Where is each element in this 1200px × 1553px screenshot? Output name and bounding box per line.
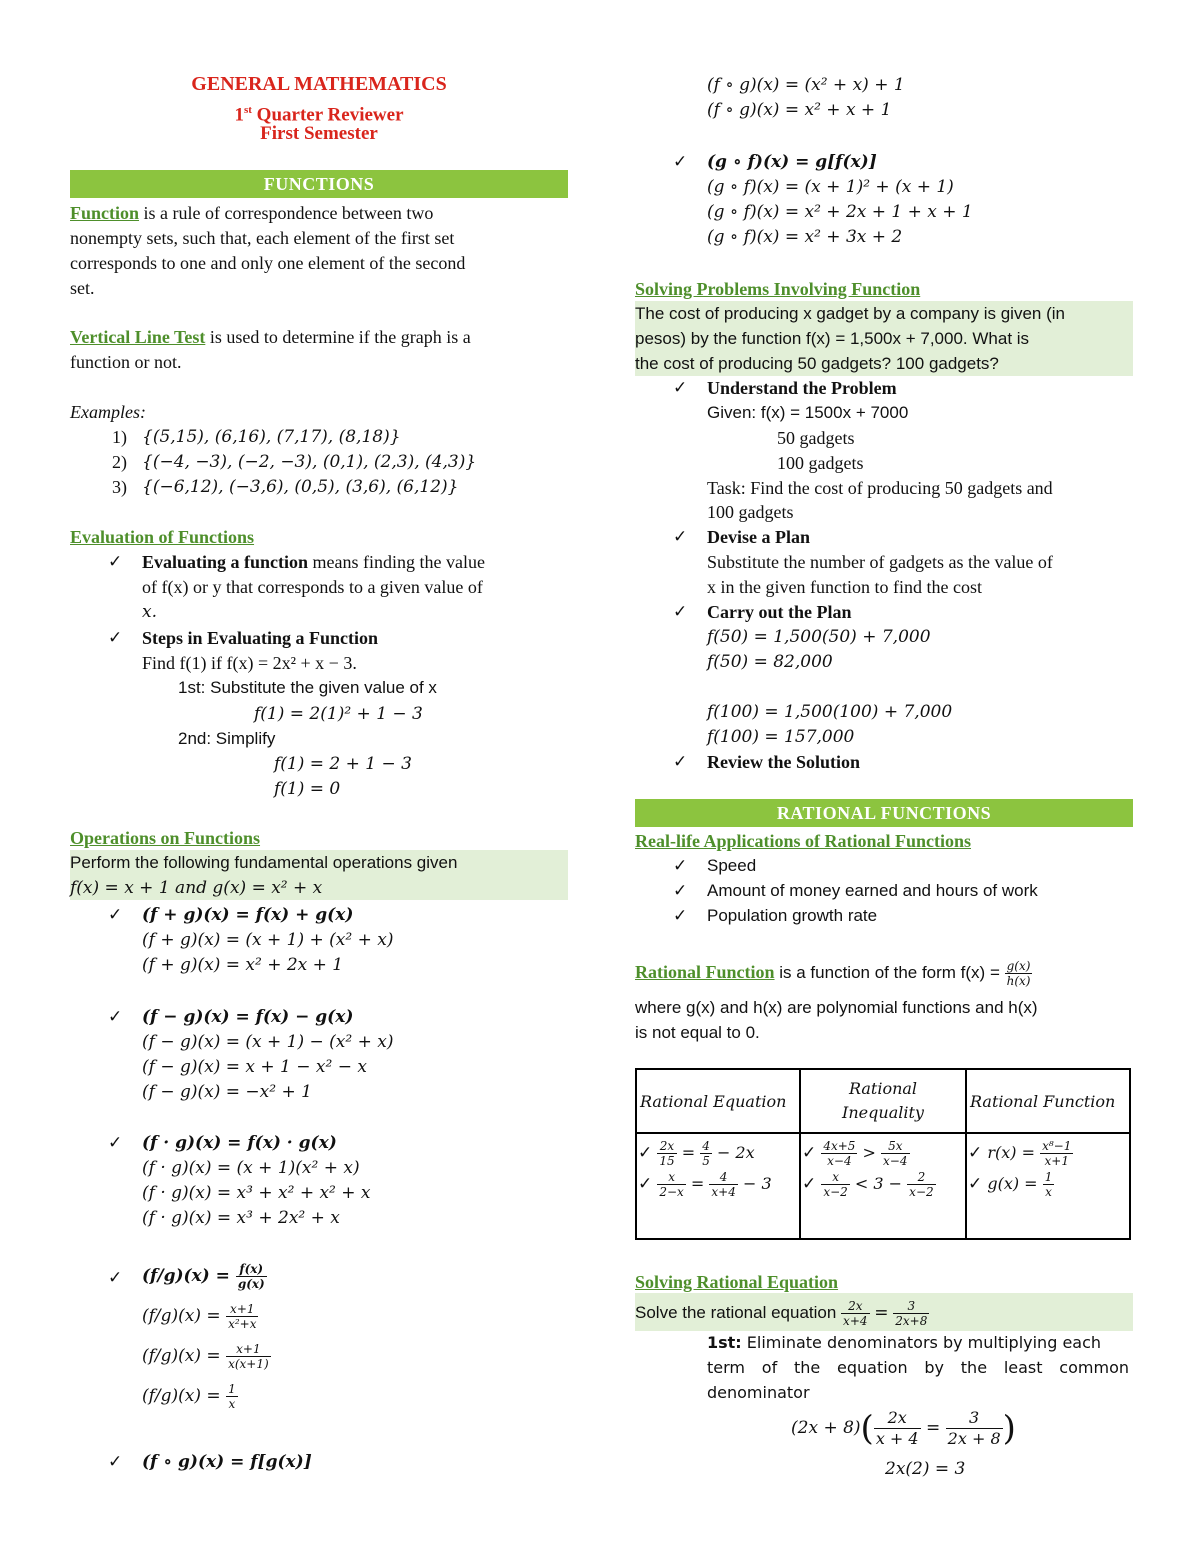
check-icon: ✓ [108,1268,123,1288]
check-icon: ✓ [968,1143,983,1162]
evaluation-step2-eq: f(1) = 0 [274,779,341,799]
evaluation-step1-eq: f(1) = 2(1)² + 1 − 3 [254,704,423,724]
check-icon: ✓ [108,628,123,648]
comp-gf-eq: (g ∘ f)(x) = g[f(x)] [707,152,877,172]
example-set: {(−4, −3), (−2, −3), (0,1), (2,3), (4,3)} [142,452,477,472]
examples-label: Examples: [70,402,146,422]
quot-eq: (f/g)(x) = $\frac{x+1}{x(x+1)}$ [142,1342,269,1371]
operations-given-line2: f(x) = x + 1 and g(x) = x² + x [70,878,323,898]
check-icon: ✓ [673,527,688,547]
app-item: Amount of money earned and hours of work [707,881,1038,900]
solving-result: 2x(2) = 3 [885,1459,966,1479]
step-carry: Carry out the Plan [707,602,852,622]
check-icon: ✓ [802,1143,817,1162]
table-cell-equations: ✓ $\frac{2x}{15}$ = $\frac{4}{5}$ − 2x ✓ $\frac{x}{2-x}$ = $\frac{4}{x+4}$ − 3 [636,1133,800,1239]
example-num: 1) [112,427,127,447]
vertical-line-test: Vertical Line Test is used to determine if the graph is a [70,327,471,347]
evaluation-b2: Steps in Evaluating a Function [142,628,379,648]
check-icon: ✓ [108,905,123,925]
prod-eq: (f · g)(x) = x³ + 2x² + x [142,1208,340,1228]
apps-heading: Real-life Applications of Rational Functions [635,831,972,851]
comp-gf-eq: (g ∘ f)(x) = x² + 3x + 2 [707,227,903,247]
app-item: Population growth rate [707,906,878,925]
doc-title: GENERAL MATHEMATICS [191,73,447,95]
evaluation-heading: Evaluation of Functions [70,527,255,547]
check-icon: ✓ [673,378,688,398]
problem-given-a: 50 gadgets [777,428,855,448]
evaluation-step2: 2nd: Simplify [178,729,276,748]
check-icon: ✓ [673,752,688,772]
check-icon: ✓ [673,602,688,622]
carry-eq: f(50) = 82,000 [707,652,833,672]
diff-eq: (f − g)(x) = x + 1 − x² − x [142,1057,367,1077]
rational-function-def-line3: is not equal to 0. [635,1023,760,1042]
diff-eq: (f − g)(x) = −x² + 1 [142,1082,312,1102]
devise-line: Substitute the number of gadgets as the value of [707,552,1053,572]
table-cell-inequalities: ✓ $\frac{4x+5}{x-4}$ > $\frac{5x}{x-4}$ ✓ $\frac{x}{x-2}$ < 3 − $\frac{2}{x-2}$ [800,1133,966,1239]
example-num: 3) [112,477,127,497]
doc-quarter: 1st Quarter Reviewer [234,104,404,126]
problem-task: 100 gadgets [707,502,794,522]
step-review: Review the Solution [707,752,860,772]
sum-eq: (f + g)(x) = x² + 2x + 1 [142,955,344,975]
check-icon: ✓ [673,881,688,901]
problem-line: the cost of producing 50 gadgets? 100 gadgets? [635,354,999,373]
problem-line: The cost of producing x gadget by a company is given (in [635,304,1065,323]
carry-eq: f(100) = 157,000 [707,727,855,747]
table-header-inequality: Rational Inequality [800,1069,966,1133]
example-set: {(−6,12), (−3,6), (0,5), (3,6), (6,12)} [142,477,459,497]
solving-step1-line2: term of the equation by the least common [707,1358,1129,1377]
app-item: Speed [707,856,757,875]
step-understand: Understand the Problem [707,378,897,398]
check-icon: ✓ [673,856,688,876]
check-icon: ✓ [968,1174,983,1193]
function-definition: Function is a rule of correspondence between two nonempty sets, such that, each element of the first set corresponds to one and only one element of the second set. [70,203,466,298]
prod-eq: (f · g)(x) = f(x) · g(x) [142,1133,337,1153]
quot-eq: (f/g)(x) = $\frac{f(x)}{g(x)}$ [142,1262,265,1291]
check-icon: ✓ [108,1007,123,1027]
diff-eq: (f − g)(x) = f(x) − g(x) [142,1007,354,1027]
problem-given-b: 100 gadgets [777,453,864,473]
rational-function-def: Rational Function is a function of the form f(x) = $\frac{g(x)}{h(x)}$ [635,959,1031,988]
check-icon: ✓ [673,152,688,172]
evaluation-b1-line2: of f(x) or y that corresponds to a given value of [142,577,483,597]
problem-line: pesos) by the function f(x) = 1,500x + 7,000. What is [635,329,1030,348]
table-cell-functions: ✓ r(x) = $\frac{\text{x⁸−1}}{x+1}$ ✓ g(x) = $\frac{1}{x}$ [966,1133,1130,1239]
section-bar-functions: FUNCTIONS [70,170,568,198]
evaluation-find: Find f(1) if f(x) = 2x² + x − 3. [142,653,357,673]
solving-multiply: (2x + 8)( $\frac{2x}{x + 4}$ = $\frac{3}{2x + 8}$ ) [791,1408,1016,1449]
solving-step1-line3: denominator [707,1383,810,1402]
problem-task: Task: Find the cost of producing 50 gadgets and [707,478,1053,498]
evaluation-b1: Evaluating a function means finding the value [142,552,485,572]
check-icon: ✓ [638,1143,653,1162]
check-icon: ✓ [108,1452,123,1472]
check-icon: ✓ [673,906,688,926]
check-icon: ✓ [638,1174,653,1193]
evaluation-step2-eq: f(1) = 2 + 1 − 3 [274,754,412,774]
solving-heading: Solving Rational Equation [635,1272,839,1292]
check-icon: ✓ [108,1133,123,1153]
carry-eq: f(100) = 1,500(100) + 7,000 [707,702,953,722]
problem-given: Given: f(x) = 1500x + 7000 [707,403,909,422]
comp-fg-eq: (f ∘ g)(x) = f[g(x)] [142,1452,312,1472]
step-devise: Devise a Plan [707,527,810,547]
doc-semester: First Semester [260,123,378,144]
check-icon: ✓ [802,1174,817,1193]
comp-fg-eq: (f ∘ g)(x) = (x² + x) + 1 [707,75,905,95]
prod-eq: (f · g)(x) = x³ + x² + x² + x [142,1183,371,1203]
diff-eq: (f − g)(x) = (x + 1) − (x² + x) [142,1032,394,1052]
problems-heading: Solving Problems Involving Function [635,279,921,299]
comp-gf-eq: (g ∘ f)(x) = x² + 2x + 1 + x + 1 [707,202,973,222]
sum-eq: (f + g)(x) = (x + 1) + (x² + x) [142,930,394,950]
operations-heading: Operations on Functions [70,828,261,848]
comp-gf-eq: (g ∘ f)(x) = (x + 1)² + (x + 1) [707,177,954,197]
table-header-function: Rational Function [966,1069,1130,1133]
comp-fg-eq: (f ∘ g)(x) = x² + x + 1 [707,100,892,120]
rational-table [635,1068,1131,1240]
prod-eq: (f · g)(x) = (x + 1)(x² + x) [142,1158,360,1178]
solving-step1: 1st: Eliminate denominators by multiplying each [707,1333,1102,1352]
solving-prompt: Solve the rational equation $\frac{2x}{x+4}$ = $\frac{3}{2x+8}$ [635,1299,928,1328]
sum-eq: (f + g)(x) = f(x) + g(x) [142,905,354,925]
check-icon: ✓ [108,552,123,572]
quot-eq: (f/g)(x) = $\frac{1}{x}$ [142,1382,236,1411]
vertical-line-test-line2: function or not. [70,352,182,372]
rational-function-def-line2: where g(x) and h(x) are polynomial functions and h(x) [635,998,1038,1017]
example-num: 2) [112,452,127,472]
quot-eq: (f/g)(x) = $\frac{x+1}{\text{x²+x}}$ [142,1302,257,1331]
table-header-equation: Rational Equation [636,1069,800,1133]
operations-given-line1: Perform the following fundamental operations given [70,853,458,872]
devise-line: x in the given function to find the cost [707,577,982,597]
evaluation-step1: 1st: Substitute the given value of x [178,678,437,697]
example-set: {(5,15), (6,16), (7,17), (8,18)} [142,427,401,447]
carry-eq: f(50) = 1,500(50) + 7,000 [707,627,931,647]
evaluation-b1-line3: x. [142,602,157,622]
section-bar-rational: RATIONAL FUNCTIONS [635,799,1133,827]
